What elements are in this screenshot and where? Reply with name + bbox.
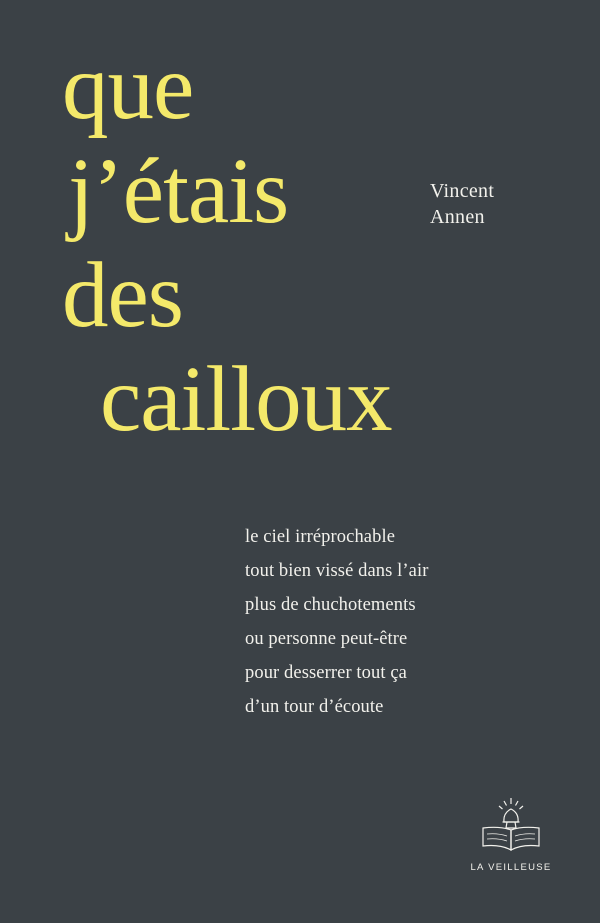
publisher-logo <box>468 795 554 873</box>
title-line-1: que <box>62 36 194 139</box>
excerpt-line-2: tout bien vissé dans l’air <box>245 561 429 581</box>
excerpt-line-4: ou personne peut-être <box>245 629 408 649</box>
excerpt-line-6: d’un tour d’écoute <box>245 697 384 717</box>
author-name <box>430 178 494 230</box>
title-line-4: cailloux <box>100 348 392 451</box>
author-first-name: Vincent <box>430 180 495 202</box>
author-last-name: Annen <box>430 206 485 228</box>
open-book-with-lamp-icon <box>468 795 554 857</box>
excerpt-line-5: pour desserrer tout ça <box>245 663 407 683</box>
excerpt-poem <box>245 520 565 724</box>
publisher-name: LA VEILLEUSE <box>470 862 552 873</box>
title-line-3: des <box>62 244 183 347</box>
excerpt-line-3: plus de chuchotements <box>245 595 416 615</box>
book-title <box>58 36 478 452</box>
title-line-2: j’étais <box>68 140 289 243</box>
excerpt-line-1: le ciel irréprochable <box>245 527 396 547</box>
